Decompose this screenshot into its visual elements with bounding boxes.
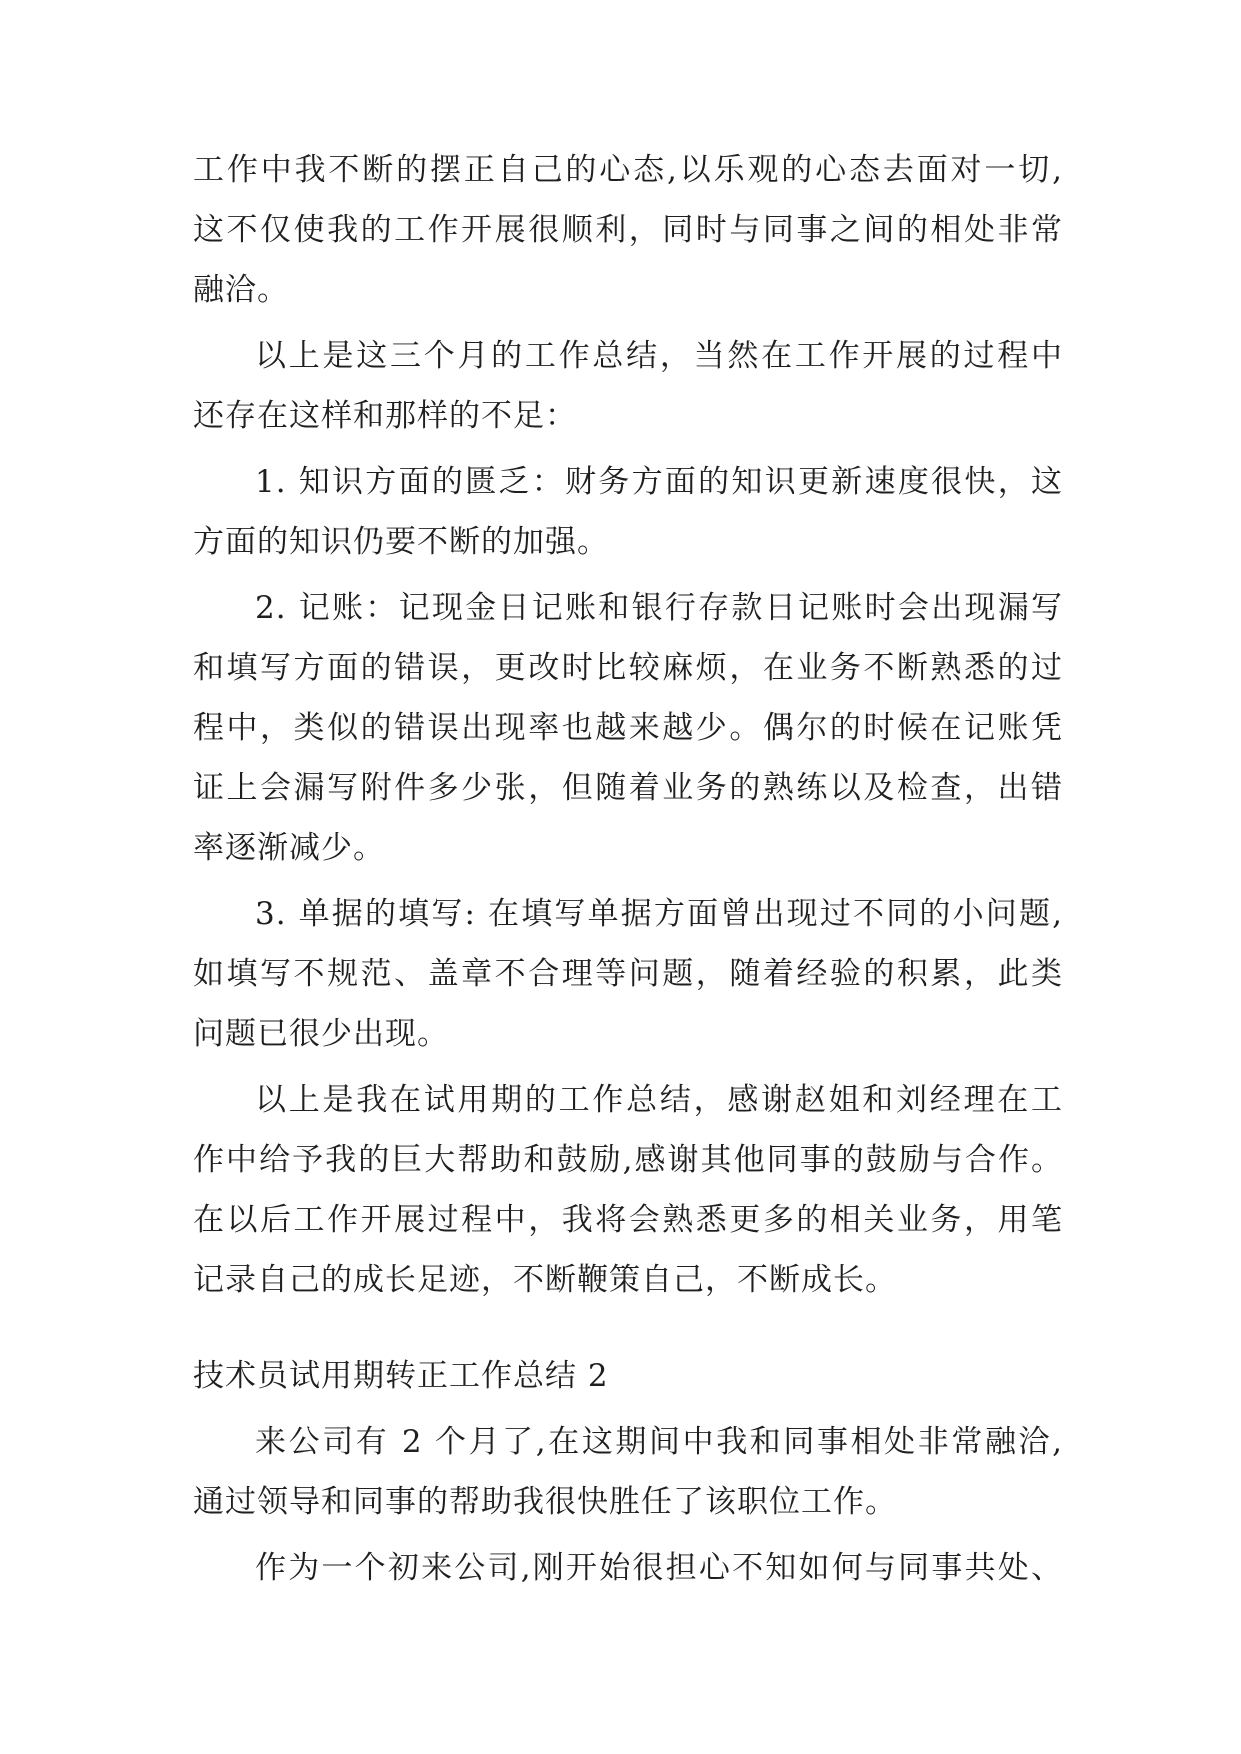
text-line-4: 以上是这三个月的工作总结，当然在工作开展的过程中 [255, 338, 1063, 374]
text-line-8: 2. 记账：记现金日记账和银行存款日记账时会出现漏写 [255, 590, 1063, 626]
text-line-6: 1. 知识方面的匮乏：财务方面的知识更新速度很快，这 [255, 464, 1063, 500]
section-heading: 技术员试用期转正工作总结 2 [193, 1358, 609, 1394]
text-line-11: 证上会漏写附件多少张，但随着业务的熟练以及检查，出错 [193, 770, 1063, 806]
text-line-15: 问题已很少出现。 [193, 1016, 449, 1052]
text-line-13: 3. 单据的填写: 在填写单据方面曾出现过不同的小问题, [255, 896, 1063, 932]
text-line-3: 融洽。 [193, 272, 289, 308]
text-line-9: 和填写方面的错误，更改时比较麻烦，在业务不断熟悉的过 [193, 650, 1063, 686]
text-line-2: 这不仅使我的工作开展很顺利，同时与同事之间的相处非常 [193, 212, 1063, 248]
text-line-10: 程中，类似的错误出现率也越来越少。偶尔的时候在记账凭 [193, 710, 1063, 746]
text-line-22: 通过领导和同事的帮助我很快胜任了该职位工作。 [193, 1484, 897, 1520]
text-line-7: 方面的知识仍要不断的加强。 [193, 524, 609, 560]
text-line-12: 率逐渐减少。 [193, 830, 385, 866]
text-line-19: 记录自己的成长足迹，不断鞭策自己，不断成长。 [193, 1262, 897, 1298]
text-line-21: 来公司有 2 个月了,在这期间中我和同事相处非常融洽, [255, 1424, 1063, 1460]
text-line-5: 还存在这样和那样的不足： [193, 398, 577, 434]
text-line-18: 在以后工作开展过程中，我将会熟悉更多的相关业务，用笔 [193, 1202, 1063, 1238]
text-line-14: 如填写不规范、盖章不合理等问题，随着经验的积累，此类 [193, 956, 1063, 992]
text-line-16: 以上是我在试用期的工作总结，感谢赵姐和刘经理在工 [255, 1082, 1063, 1118]
text-line-17: 作中给予我的巨大帮助和鼓励,感谢其他同事的鼓励与合作。 [193, 1142, 1063, 1178]
text-line-1: 工作中我不断的摆正自己的心态,以乐观的心态去面对一切, [193, 152, 1063, 188]
text-line-23: 作为一个初来公司,刚开始很担心不知如何与同事共处、 [255, 1550, 1063, 1586]
